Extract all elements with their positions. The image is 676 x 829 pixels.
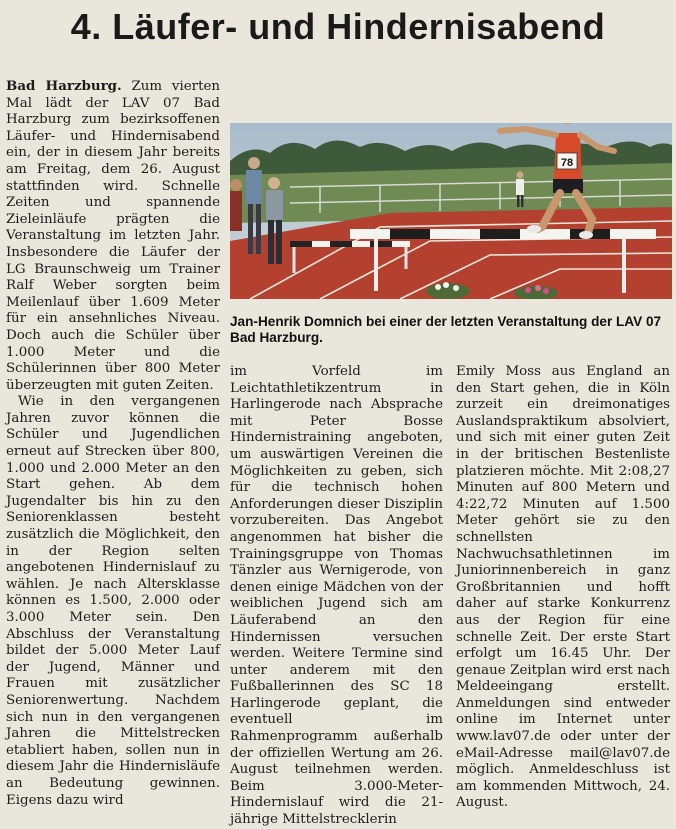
- bib-number: 78: [560, 157, 574, 169]
- paragraph-text: Zum vierten Mal lädt der LAV 07 Bad Harzburg zum bezirksoffenen Läufer- und Hindernisabend ein, der in diesem Jahr bereits am Freitag, dem 26. August stattfinden wird. Schnelle Zeiten und spannende Zieleinläufe prägten die Veranstaltung im letzten Jahr. Insbesondere die Läufer der LG Braunschweig um Trainer Ralf Weber sorgten beim Meilenlauf über 1.609 Meter für ein ansehnliches Niveau. Doch auch die Schüler über 1.000 Meter und die Schülerinnen über 800 Meter überzeugten mit guten Zeiten.: [6, 79, 221, 393]
- article-paragraph: Emily Moss aus England an den Start gehen, die in Köln zurzeit ein dreimonatiges Auslandspraktikum absolviert, und sich mit einer guten Zeit in der britischen Bestenliste platzieren möchte. Mit 2:08,27 Minuten auf 800 Metern und 4:22,72 Minuten auf 1.500 Meter gehört sie zu den schnellsten Nachwuchsathletinnen im Juniorinnenbereich in ganz Großbritannien und hofft daher auf starke Konkurrenz aus der Region für eine schnelle Zeit. Der erste Start erfolgt um 16.45 Uhr. Der genaue Zeitplan wird erst nach Meldeeingang erstellt. Anmeldungen sind entweder online im Internet unter www.lav07.de oder unter der eMail-Adresse mail@lav07.de möglich. Anmeldeschluss ist am kommenden Mittwoch, 24. August.: [456, 364, 670, 811]
- article-column-3: [456, 364, 670, 812]
- photo-illustration: [230, 123, 672, 299]
- article-column-1: [6, 78, 220, 809]
- hurdle-race-photo: [230, 123, 672, 299]
- article-paragraph: Wie in den vergangenen Jahren zuvor können die Schüler und Jugendlichen erneut auf Strecken über 800, 1.000 und 2.000 Meter an den Start gehen. Ab dem Jugendalter bis hin zu den Seniorenklassen besteht zusätzlich die Möglichkeit, den in der Region selten angebotenen Hindernislauf zu wählen. Je nach Altersklasse können es 1.500, 2.000 oder 3.000 Meter sein. Den Abschluss der Veranstaltung bildet der 5.000 Meter Lauf der Jugend, Männer und Frauen mit zusätzlicher Seniorenwertung. Nachdem sich nun in den vergangenen Jahren die Mittelstrecken etabliert haben, sollen nun in diesem Jahr die Hindernisläufe an Bedeutung gewinnen. Eigens dazu wird: [6, 394, 220, 808]
- headline: 4. Läufer- und Hindernisabend: [70, 6, 606, 47]
- article-paragraph: [6, 78, 220, 394]
- article-column-2: [230, 364, 443, 829]
- photo-caption: Jan-Henrik Domnich bei einer der letzten Veranstaltung der LAV 07 Bad Harzburg.: [230, 314, 662, 346]
- dateline: Bad Harzburg.: [6, 78, 122, 94]
- article-paragraph: im Vorfeld im Leichtathletikzentrum in Harlingerode nach Absprache mit Peter Bosse Hindernistraining angeboten, um auswärtigen Vereinen die Möglichkeiten zu geben, sich für die technisch hohen Anforderungen dieser Disziplin vorzubereiten. Das Angebot angenommen hat bisher die Trainingsgruppe von Thomas Tänzler aus Wernigerode, von denen einige Mädchen von der weiblichen Jugend sich am Läuferabend an den Hindernissen versuchen werden. Weitere Termine sind unter anderem mit den Fußballerinnen des SC 18 Harlingerode geplant, die eventuell im Rahmenprogramm außerhalb der offiziellen Wertung am 26. August teilnehmen werden. Beim 3.000-Meter-Hindernislauf wird die 21-jährige Mittelstrecklerin: [230, 364, 443, 828]
